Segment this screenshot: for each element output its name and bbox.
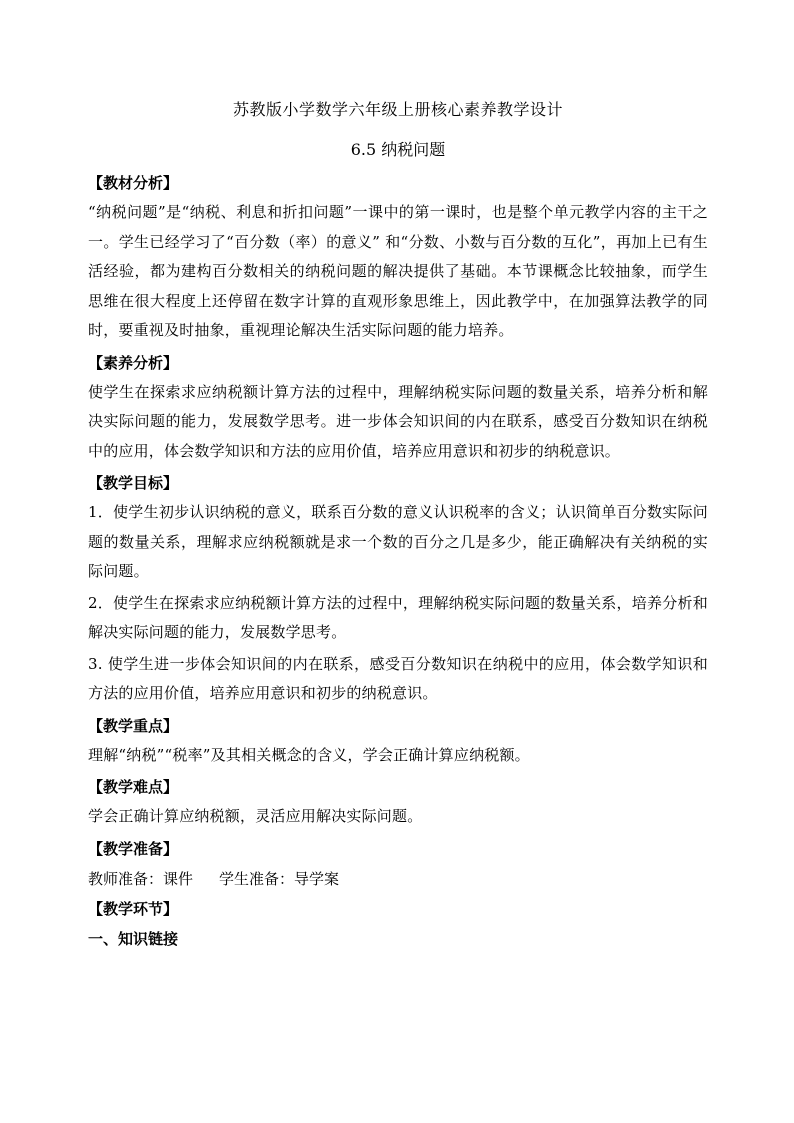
objective-item-1: 1．使学生初步认识纳税的意义，联系百分数的意义认识税率的含义；认识简单百分数实际问题的数量关系，理解求应纳税额就是求一个数的百分之几是多少，能正确解决有关纳税的实际问题。 <box>88 503 708 580</box>
heading-key-points: 【教学重点】 <box>88 716 179 735</box>
paragraph-key-points: 理解“纳税”“税率”及其相关概念的含义，学会正确计算应纳税额。 <box>88 745 530 764</box>
heading-process: 【教学环节】 <box>88 899 179 918</box>
document-page <box>88 98 708 954</box>
heading-objectives: 【教学目标】 <box>88 474 179 492</box>
heading-textbook-analysis: 【教材分析】 <box>88 174 179 192</box>
objective-item-3: 3. 使学生进一步体会知识间的内在联系，感受百分数知识在纳税中的应用，体会数学知识和方法的应用价值，培养应用意识和初步的纳税意识。 <box>88 654 708 702</box>
document-title: 苏教版小学数学六年级上册核心素养教学设计 <box>232 100 563 119</box>
paragraph-difficulties: 学会正确计算应纳税额，灵活应用解决实际问题。 <box>88 807 423 825</box>
heading-preparation: 【教学准备】 <box>88 839 179 858</box>
heading-literacy-analysis: 【素养分析】 <box>88 353 179 372</box>
paragraph-textbook-analysis: “纳税问题”是“纳税、利息和折扣问题”一课中的第一课时，也是整个单元教学内容的主干之一。学生已经学习了“百分数（率）的意义” 和“分数、小数与百分数的互化”，再加上已有生活经验，都为建构百分数相关的纳税问题的解决提供了基础。本节课概念比较抽象，而学生思维在很大程度上还停留在数字计算的直观形象思维上，因此教学中，在加强算法教学的同时，要重视及时抽象，重视理论解决生活实际问题的能力培养。 <box>88 203 708 339</box>
paragraph-literacy-analysis: 使学生在探索求应纳税额计算方法的过程中，理解纳税实际问题的数量关系，培养分析和解决实际问题的能力，发展数学思考。进一步体会知识间的内在联系，感受百分数知识在纳税中的应用，体会数学知识和方法的应用价值，培养应用意识和初步的纳税意识。 <box>88 382 708 460</box>
teacher-preparation: 教师准备：课件 <box>88 869 194 888</box>
heading-difficulties: 【教学难点】 <box>88 778 179 796</box>
student-preparation: 学生准备：导学案 <box>219 869 340 888</box>
preparation-line <box>88 864 708 894</box>
objective-item-2: 2．使学生在探索求应纳税额计算方法的过程中，理解纳税实际问题的数量关系，培养分析和解决实际问题的能力，发展数学思考。 <box>88 593 708 641</box>
document-subtitle: 6.5 纳税问题 <box>350 140 446 159</box>
process-step-1: 一、知识链接 <box>88 929 179 948</box>
